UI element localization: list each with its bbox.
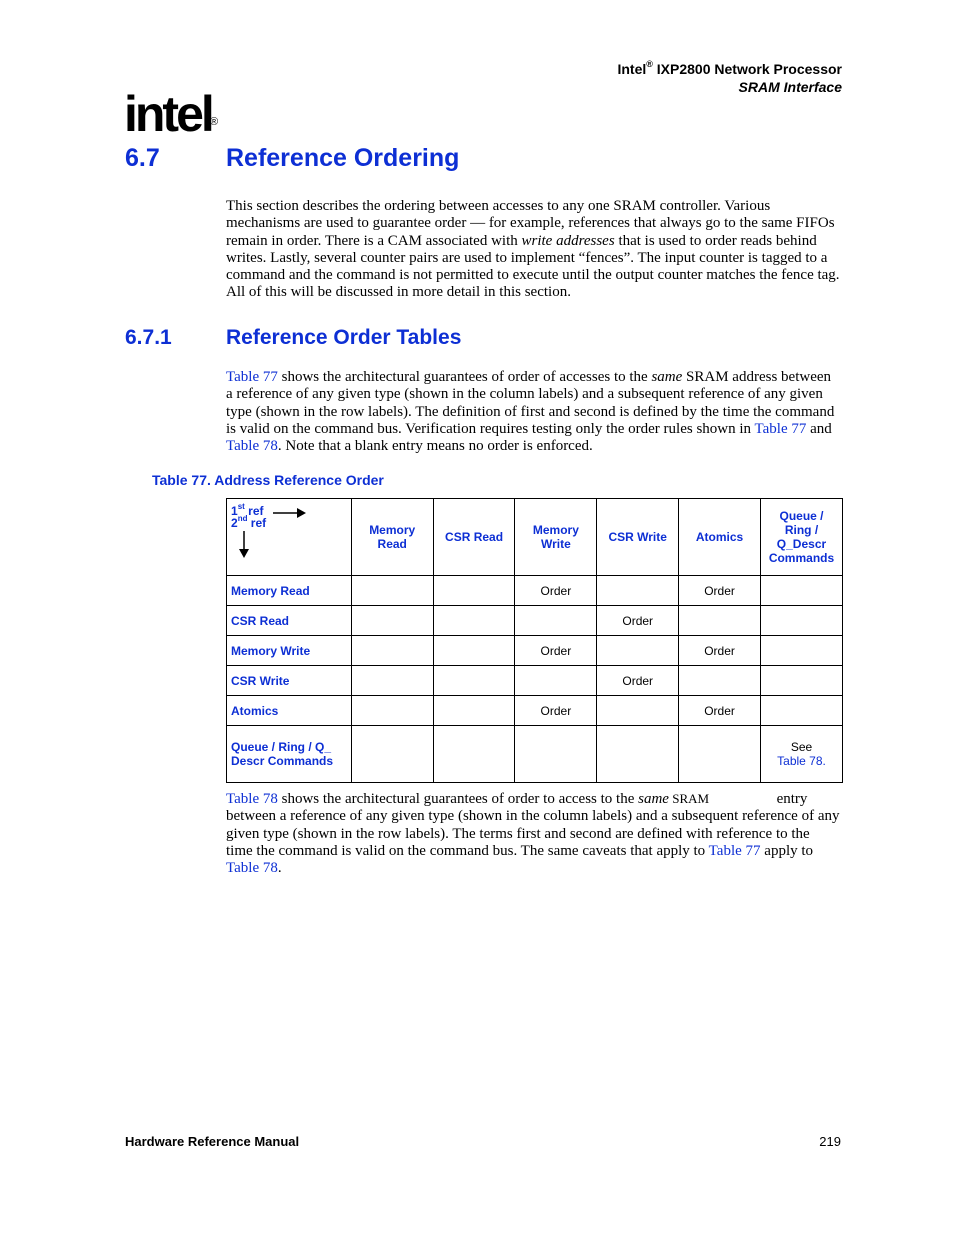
table-cell [515, 726, 597, 783]
table-cell [351, 606, 433, 636]
table-cell: Order [515, 696, 597, 726]
table-row [227, 636, 843, 666]
table-cell [679, 726, 761, 783]
table-cell [515, 606, 597, 636]
running-header-title: Intel® IXP2800 Network Processor [617, 59, 842, 77]
column-header: Memory Read [351, 499, 433, 576]
table-cell [760, 696, 842, 726]
table-cell [597, 636, 679, 666]
table-cell [433, 696, 515, 726]
order-arrows-icon [227, 499, 351, 570]
table-cell [351, 696, 433, 726]
table-cell [433, 726, 515, 783]
table77-description: Table 77 shows the architectural guarantees of order of accesses to the same SRAM address between a reference of any given type (shown in the column labels) and a subsequent reference of any given type (shown in the row labels). The definition of first and second is defined by the time the command is valid on the command bus. Verification requires testing only the order rules shown in Table 77 and Table 78. Note that a blank entry means no order is enforced. [226, 369, 835, 455]
row-label: Memory Read [227, 576, 352, 606]
table78-description: Table 78 shows the architectural guarantees of order to access to the same SRAM entry between a reference of any given type (shown in the column labels) and a subsequent reference of any given type (shown in the row labels). The terms first and second are defined with reference to the time the command is valid on the command bus. The same caveats that apply to Table 77 apply to Table 78. [226, 791, 840, 877]
table-cell [433, 636, 515, 666]
table-row [227, 576, 843, 606]
table-cell [433, 606, 515, 636]
footer-manual-title: Hardware Reference Manual [125, 1134, 300, 1149]
table-cell: Order [597, 666, 679, 696]
table77-link[interactable]: Table 77 [754, 420, 807, 437]
column-header: Queue / Ring / Q_Descr Commands [760, 499, 842, 576]
table-cell [597, 726, 679, 783]
table-row [227, 606, 843, 636]
table-cell [351, 576, 433, 606]
table-cell [679, 666, 761, 696]
table-cell [760, 636, 842, 666]
table-cell [351, 666, 433, 696]
intro-paragraph: This section describes the ordering between accesses to any one SRAM controller. Various mechanisms are used to guarantee order — for example, references that always go to the same FIFOs remain in order. There is a CAM associated with write addresses that is used to order reads behind writes. Lastly, several counter pairs are used to implement “fences”. The input counter is tagged to a command and the command is not permitted to execute until the output counter matches the fence tag. All of this will be discussed in more detail in this section. [226, 198, 840, 301]
table-cell [351, 636, 433, 666]
intel-logo [124, 86, 224, 142]
address-reference-order-table [226, 498, 843, 783]
table-cell: Order [679, 576, 761, 606]
table-row [227, 696, 843, 726]
row-label: CSR Write [227, 666, 352, 696]
corner-cell: 1st ref 2nd ref [227, 499, 352, 576]
table77-link[interactable]: Table 77 [708, 842, 761, 859]
table-caption: Table 77. Address Reference Order [152, 472, 384, 488]
table-cell [760, 606, 842, 636]
page-number: 219 [819, 1134, 841, 1149]
table-cell [515, 666, 597, 696]
running-header-chapter: SRAM Interface [738, 79, 842, 95]
table-cell [433, 576, 515, 606]
table-header-row [227, 499, 843, 576]
subsection-number: 6.7.1 [125, 326, 172, 349]
table-cell: Order [679, 696, 761, 726]
table-cell [597, 696, 679, 726]
table78-link[interactable]: Table 78 [226, 860, 278, 877]
table-row [227, 666, 843, 696]
column-header: CSR Write [597, 499, 679, 576]
column-header: CSR Read [433, 499, 515, 576]
row-label: Atomics [227, 696, 352, 726]
table-cell [351, 726, 433, 783]
subsection-title: Reference Order Tables [226, 326, 462, 349]
table78-link[interactable]: Table 78 [226, 438, 278, 455]
row-label: Memory Write [227, 636, 352, 666]
column-header: Atomics [679, 499, 761, 576]
table-cell [597, 576, 679, 606]
table-cell: Order [679, 636, 761, 666]
section-title: Reference Ordering [226, 144, 460, 172]
see-text: See [790, 740, 813, 754]
table-cell [679, 606, 761, 636]
table-cell [760, 576, 842, 606]
table-cell [760, 666, 842, 696]
table-row [227, 726, 843, 783]
table77-link[interactable]: Table 77 [226, 369, 278, 385]
logo-wordmark: intel [124, 86, 212, 142]
logo-registered-mark: ® [210, 116, 219, 128]
table-cell: Order [515, 576, 597, 606]
row-label: Queue / Ring / Q_ Descr Commands [227, 726, 352, 783]
table-cell: Order [597, 606, 679, 636]
section-number: 6.7 [125, 144, 160, 172]
column-header: Memory Write [515, 499, 597, 576]
table78-link[interactable]: Table 78 [226, 791, 278, 807]
table-cell: Order [515, 636, 597, 666]
table78-link[interactable]: Table 78. [777, 754, 826, 768]
table-cell [433, 666, 515, 696]
table-cell [760, 726, 842, 783]
row-label: CSR Read [227, 606, 352, 636]
